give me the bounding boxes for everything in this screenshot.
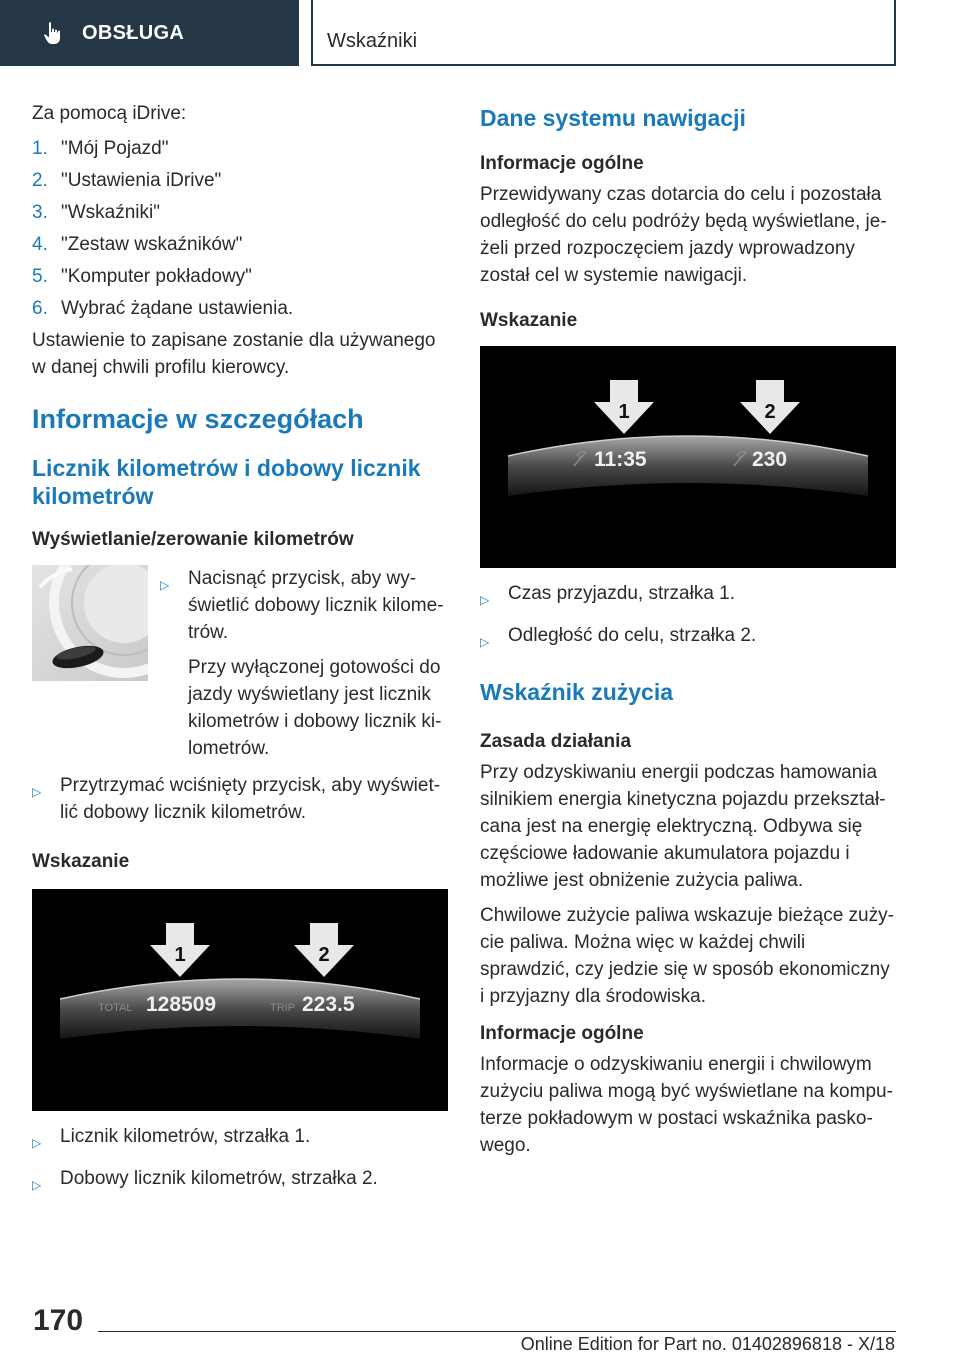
page-footer bbox=[0, 1290, 960, 1362]
arrow-2-label: 2 bbox=[318, 944, 330, 966]
step-item bbox=[32, 263, 448, 290]
right-column bbox=[480, 100, 896, 1167]
chapter-tab bbox=[311, 0, 896, 66]
bullet-item bbox=[480, 622, 896, 656]
step-number: 1. bbox=[32, 138, 48, 159]
odometer-button-photo bbox=[32, 565, 148, 681]
reset-heading: Wyświetlanie/zerowanie kilometrów bbox=[32, 529, 354, 550]
bullet-text: Przytrzymać wciśnięty przycisk, aby wyświetlić dobowy licznik kilometrów. bbox=[60, 775, 441, 823]
intro-text: Za pomocą iDrive: bbox=[32, 103, 187, 124]
trip-value: 223.5 bbox=[302, 993, 355, 1016]
step-item bbox=[32, 295, 448, 322]
main-heading: Informacje w szczegółach bbox=[32, 404, 364, 434]
bullet-item bbox=[32, 772, 448, 826]
arrow-2-label: 2 bbox=[764, 401, 776, 423]
section-title: OBSŁUGA bbox=[82, 21, 185, 44]
bullet-item bbox=[32, 1123, 448, 1157]
step-item bbox=[32, 199, 448, 226]
step-number: 2. bbox=[32, 170, 48, 191]
odometer-heading: Licznik kilometrów i dobowy licznik kilometrów bbox=[32, 455, 421, 509]
bullet-item bbox=[160, 565, 448, 646]
step-text: "Ustawienia iDrive" bbox=[61, 170, 222, 191]
general-heading: Informacje ogólne bbox=[480, 153, 644, 174]
trip-label: TRIP bbox=[270, 1002, 296, 1014]
page-header bbox=[0, 0, 960, 66]
total-value: 128509 bbox=[146, 993, 217, 1016]
principle-text: Przy odzyskiwaniu energii podczas hamowania silnikiem energia kinetyczna pojazdu przekształcana jest na energię elektryczną. Odbywa się częściowe ładowanie akumulatora pojazdu i możliwe jest obniżenie zużycia paliwa. bbox=[480, 762, 886, 891]
step-number: 4. bbox=[32, 234, 48, 255]
instant-consumption-text: Chwilowe zużycie paliwa wskazuje bieżące zużycie paliwa. Można więc w każdej chwili sprawdzić, czy jedzie się w sposób ekonomiczny i przyjazny dla środowiska. bbox=[480, 905, 894, 1007]
display-heading: Wskazanie bbox=[480, 310, 578, 331]
button-instruction-text bbox=[160, 565, 448, 762]
step-number: 5. bbox=[32, 266, 48, 287]
edition-note: Online Edition for Part no. 01402896818 - X/18 bbox=[520, 1334, 895, 1354]
chapter-title: Wskaźniki bbox=[327, 30, 418, 52]
pointing-hand-icon bbox=[40, 20, 66, 46]
button-instruction bbox=[32, 565, 448, 762]
arrival-time-value: 11:35 bbox=[594, 448, 647, 471]
distance-value: 230 bbox=[752, 448, 788, 471]
bullet-triangle-icon: ▷ bbox=[32, 1178, 42, 1192]
display-heading: Wskazanie bbox=[32, 851, 130, 872]
bullet-triangle-icon: ▷ bbox=[480, 593, 490, 607]
step-text: "Zestaw wskaźników" bbox=[61, 234, 243, 255]
general-text: Przewidywany czas dotarcia do celu i pozostała odległość do celu podróży będą wyświetlane, jeżeli przed rozpoczęciem jazdy wprowadzony został cel w systemie nawigacji. bbox=[480, 184, 887, 286]
navigation-display-image bbox=[480, 346, 896, 568]
step-number: 6. bbox=[32, 298, 48, 319]
arrow-1-label: 1 bbox=[618, 401, 630, 423]
step-number: 3. bbox=[32, 202, 48, 223]
bullet-item bbox=[32, 1165, 448, 1199]
general2-text: Informacje o odzyskiwaniu energii i chwilowym zużyciu paliwa mogą być wyświetlane na komputerze pokładowym w postaci wskaźnika paskowego. bbox=[480, 1054, 893, 1156]
step-text: "Mój Pojazd" bbox=[61, 138, 169, 159]
step-text: Wybrać żądane ustawienia. bbox=[61, 298, 294, 319]
step-text: "Komputer pokładowy" bbox=[61, 266, 252, 287]
bullet-text: Licznik kilometrów, strzałka 1. bbox=[60, 1126, 311, 1147]
total-label: TOTAL bbox=[98, 1002, 133, 1014]
general2-heading: Informacje ogólne bbox=[480, 1023, 644, 1044]
section-tab bbox=[0, 0, 299, 66]
consumption-heading: Wskaźnik zużycia bbox=[480, 679, 674, 705]
step-text: "Wskaźniki" bbox=[61, 202, 160, 223]
navigation-heading: Dane systemu nawigacji bbox=[480, 105, 746, 131]
bullet-subtext: Przy wyłączonej gotowości do jazdy wyświetlany jest licznik kilometrów i dobowy licznik kilometrów. bbox=[188, 657, 442, 759]
bullet-triangle-icon: ▷ bbox=[32, 785, 42, 799]
bullet-item bbox=[480, 580, 896, 614]
arrow-1-label: 1 bbox=[174, 944, 186, 966]
step-item bbox=[32, 231, 448, 258]
bullet-text: Czas przyjazdu, strzałka 1. bbox=[508, 583, 736, 604]
step-item bbox=[32, 167, 448, 194]
step-item bbox=[32, 135, 448, 162]
bullet-text: Nacisnąć przycisk, aby wyświetlić dobowy licznik kilometrów. bbox=[188, 568, 444, 643]
saved-note: Ustawienie to zapisane zostanie dla używanego w danej chwili profilu kierowcy. bbox=[32, 330, 436, 378]
bullet-text: Dobowy licznik kilometrów, strzałka 2. bbox=[60, 1168, 378, 1189]
bullet-triangle-icon: ▷ bbox=[32, 1136, 42, 1150]
steps-list bbox=[32, 135, 448, 322]
left-column bbox=[32, 100, 448, 1207]
bullet-triangle-icon: ▷ bbox=[160, 578, 170, 592]
page-number: 170 bbox=[33, 1304, 84, 1337]
bullet-triangle-icon: ▷ bbox=[480, 635, 490, 649]
principle-heading: Zasada działania bbox=[480, 731, 632, 752]
bullet-text: Odległość do celu, strzałka 2. bbox=[508, 625, 757, 646]
odometer-display-image bbox=[32, 889, 448, 1111]
footer-divider bbox=[98, 1331, 896, 1332]
